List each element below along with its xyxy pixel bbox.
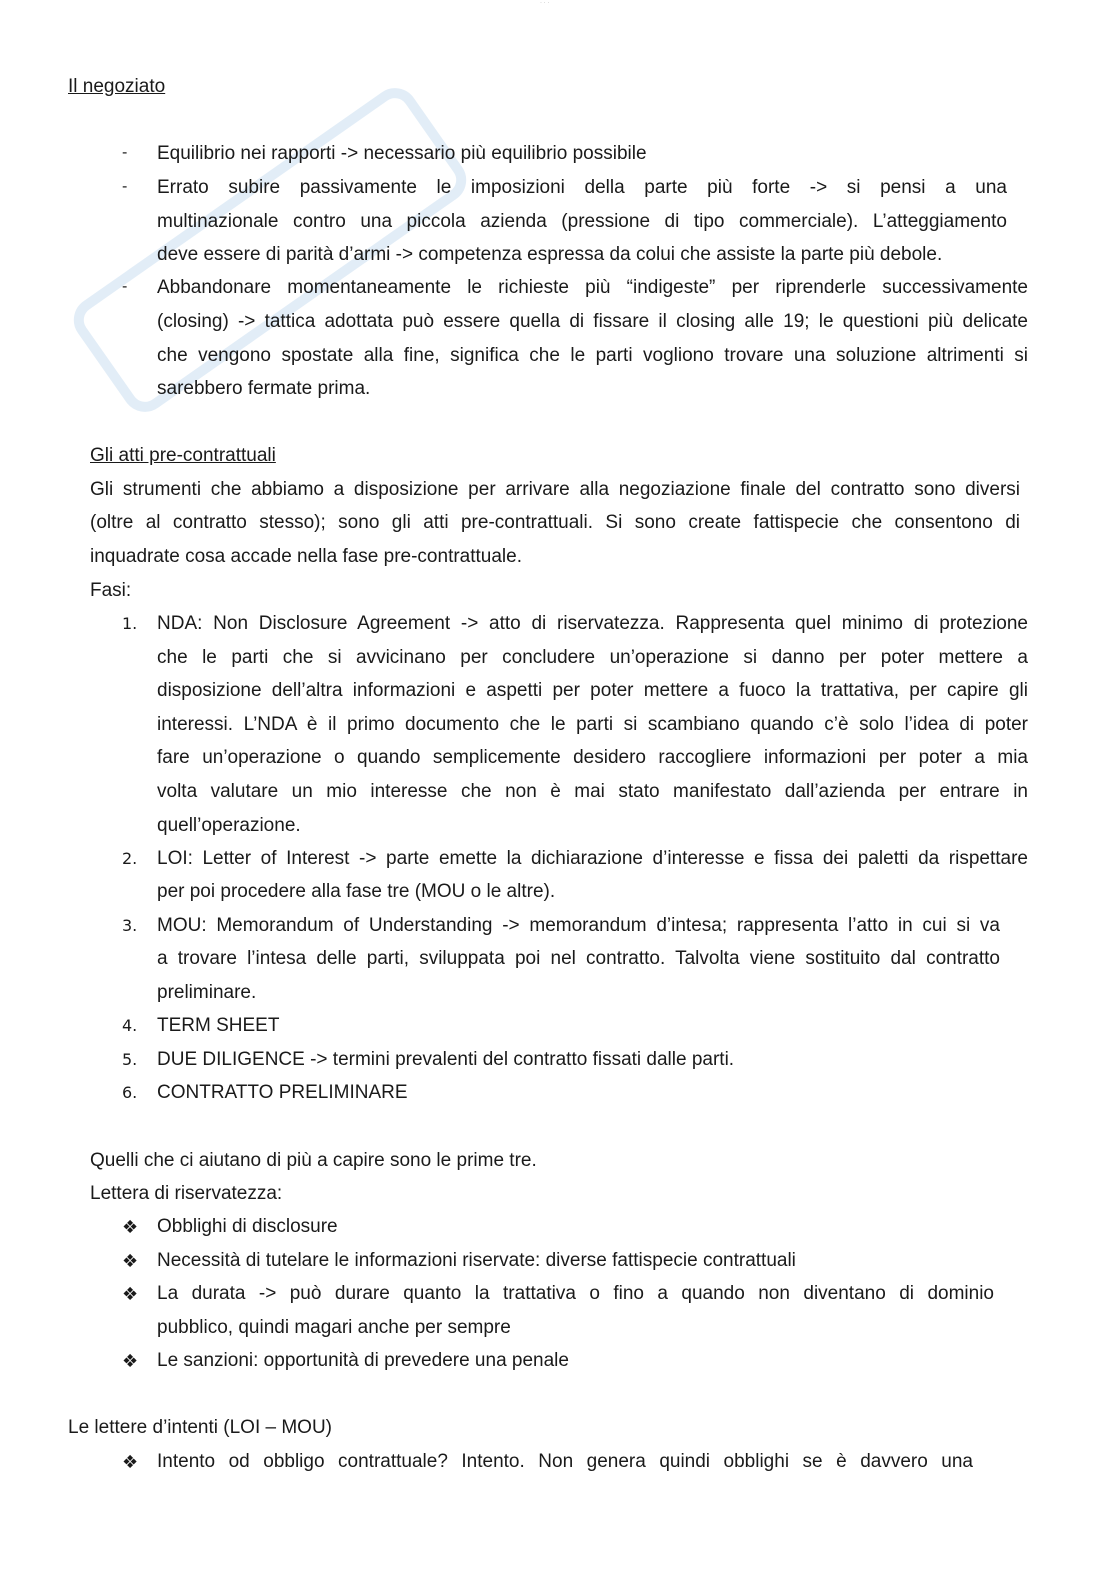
list-number: 5.	[122, 1050, 138, 1069]
numbered-item-line: per poi procedere alla fase tre (MOU o le altre).	[157, 881, 556, 902]
diamond-bullet-icon: ❖	[122, 1452, 139, 1472]
list-item: Errato subire passivamente le imposizioni della parte più forte -> si pensi a una	[157, 177, 1007, 198]
list-item: Abbandonare momentaneamente le richieste più “indigeste” per riprenderle successivamente	[157, 277, 1028, 298]
diamond-bullet-icon: ❖	[122, 1351, 139, 1371]
list-number: 1.	[122, 614, 138, 633]
numbered-item-line: interessi. L’NDA è il primo documento che le parti si scambiano quando c’è solo l’idea di poter	[157, 714, 1028, 735]
numbered-item: MOU: Memorandum of Understanding -> memorandum d’intesa; rappresenta l’atto in cui si va	[157, 915, 1000, 936]
numbered-item-line: disposizione dell’altra informazioni e aspetti per poter mettere a fuoco la trattativa, per capire gli	[157, 680, 1028, 701]
list-item-line: pubblico, quindi magari anche per sempre	[157, 1317, 511, 1338]
list-number: 2.	[122, 849, 138, 868]
numbered-item: CONTRATTO PRELIMINARE	[157, 1082, 408, 1103]
list-item: Necessità di tutelare le informazioni riservate: diverse fattispecie contrattuali	[157, 1250, 796, 1271]
numbered-item-line: a trovare l’intesa delle parti, sviluppata poi nel contratto. Talvolta viene sostituito dal contratto	[157, 948, 1000, 969]
numbered-item-line: quell’operazione.	[157, 815, 301, 836]
paragraph-line: Gli strumenti che abbiamo a disposizione per arrivare alla negoziazione finale del contratto sono diversi	[90, 479, 1020, 500]
section-title-negoziato: Il negoziato	[68, 76, 166, 97]
list-item-line: multinazionale contro una piccola azienda (pressione di tipo commerciale). L’atteggiamento	[157, 211, 1007, 232]
list-number: 6.	[122, 1083, 138, 1102]
paragraph-line: Quelli che ci aiutano di più a capire sono le prime tre.	[90, 1150, 537, 1171]
numbered-item-line: fare un’operazione o quando semplicemente desidero raccogliere informazioni per poter a mia	[157, 747, 1028, 768]
numbered-item: DUE DILIGENCE -> termini prevalenti del contratto fissati dalle parti.	[157, 1049, 735, 1070]
numbered-item-line: preliminare.	[157, 982, 257, 1003]
list-item-line: sarebbero fermate prima.	[157, 378, 371, 399]
paragraph-line: (oltre al contratto stesso); sono gli atti pre-contrattuali. Si sono create fattispecie che consentono di	[90, 512, 1020, 533]
list-item-line: deve essere di parità d’armi -> competenza espressa da colui che assiste la parte più debole.	[157, 244, 943, 265]
list-item-line: che vengono spostate alla fine, significa che le parti vogliono trovare una soluzione altrimenti si	[157, 345, 1028, 366]
diamond-bullet-icon: ❖	[122, 1217, 139, 1237]
list-item: Equilibrio nei rapporti -> necessario più equilibrio possibile	[157, 143, 647, 164]
list-item: Le sanzioni: opportunità di prevedere una penale	[157, 1350, 569, 1371]
header-mark: · · ·	[540, 0, 550, 6]
numbered-item-line: che le parti che si avvicinano per concludere un’operazione si danno per poter mettere a	[157, 647, 1028, 668]
dash-bullet: -	[122, 144, 128, 161]
dash-bullet: -	[122, 178, 128, 195]
list-number: 3.	[122, 916, 138, 935]
list-item: La durata -> può durare quanto la trattativa o fino a quando non diventano di dominio	[157, 1283, 994, 1304]
numbered-item: LOI: Letter of Interest -> parte emette la dichiarazione d’interesse e fissa dei paletti da rispettare	[157, 848, 1028, 869]
phases-label: Fasi:	[90, 580, 132, 601]
numbered-item: NDA: Non Disclosure Agreement -> atto di riservatezza. Rappresenta quel minimo di protezione	[157, 613, 1028, 634]
numbered-item-line: volta valutare un mio interesse che non è mai stato manifestato dall’azienda per entrare in	[157, 781, 1028, 802]
list-item: Intento od obbligo contrattuale? Intento. Non genera quindi obblighi se è davvero una	[157, 1451, 973, 1472]
dash-bullet: -	[122, 278, 128, 295]
numbered-item: TERM SHEET	[157, 1015, 280, 1036]
section-title-intenti: Le lettere d’intenti (LOI – MOU)	[68, 1417, 332, 1438]
subsection-label: Lettera di riservatezza:	[90, 1183, 283, 1204]
diamond-bullet-icon: ❖	[122, 1251, 139, 1271]
list-item: Obblighi di disclosure	[157, 1216, 338, 1237]
paragraph-line: inquadrate cosa accade nella fase pre-contrattuale.	[90, 546, 522, 567]
list-number: 4.	[122, 1016, 138, 1035]
diamond-bullet-icon: ❖	[122, 1284, 139, 1304]
section-title-precontrattuali: Gli atti pre-contrattuali	[90, 445, 276, 466]
list-item-line: (closing) -> tattica adottata può essere quella di fissare il closing alle 19; le questioni più delicate	[157, 311, 1028, 332]
